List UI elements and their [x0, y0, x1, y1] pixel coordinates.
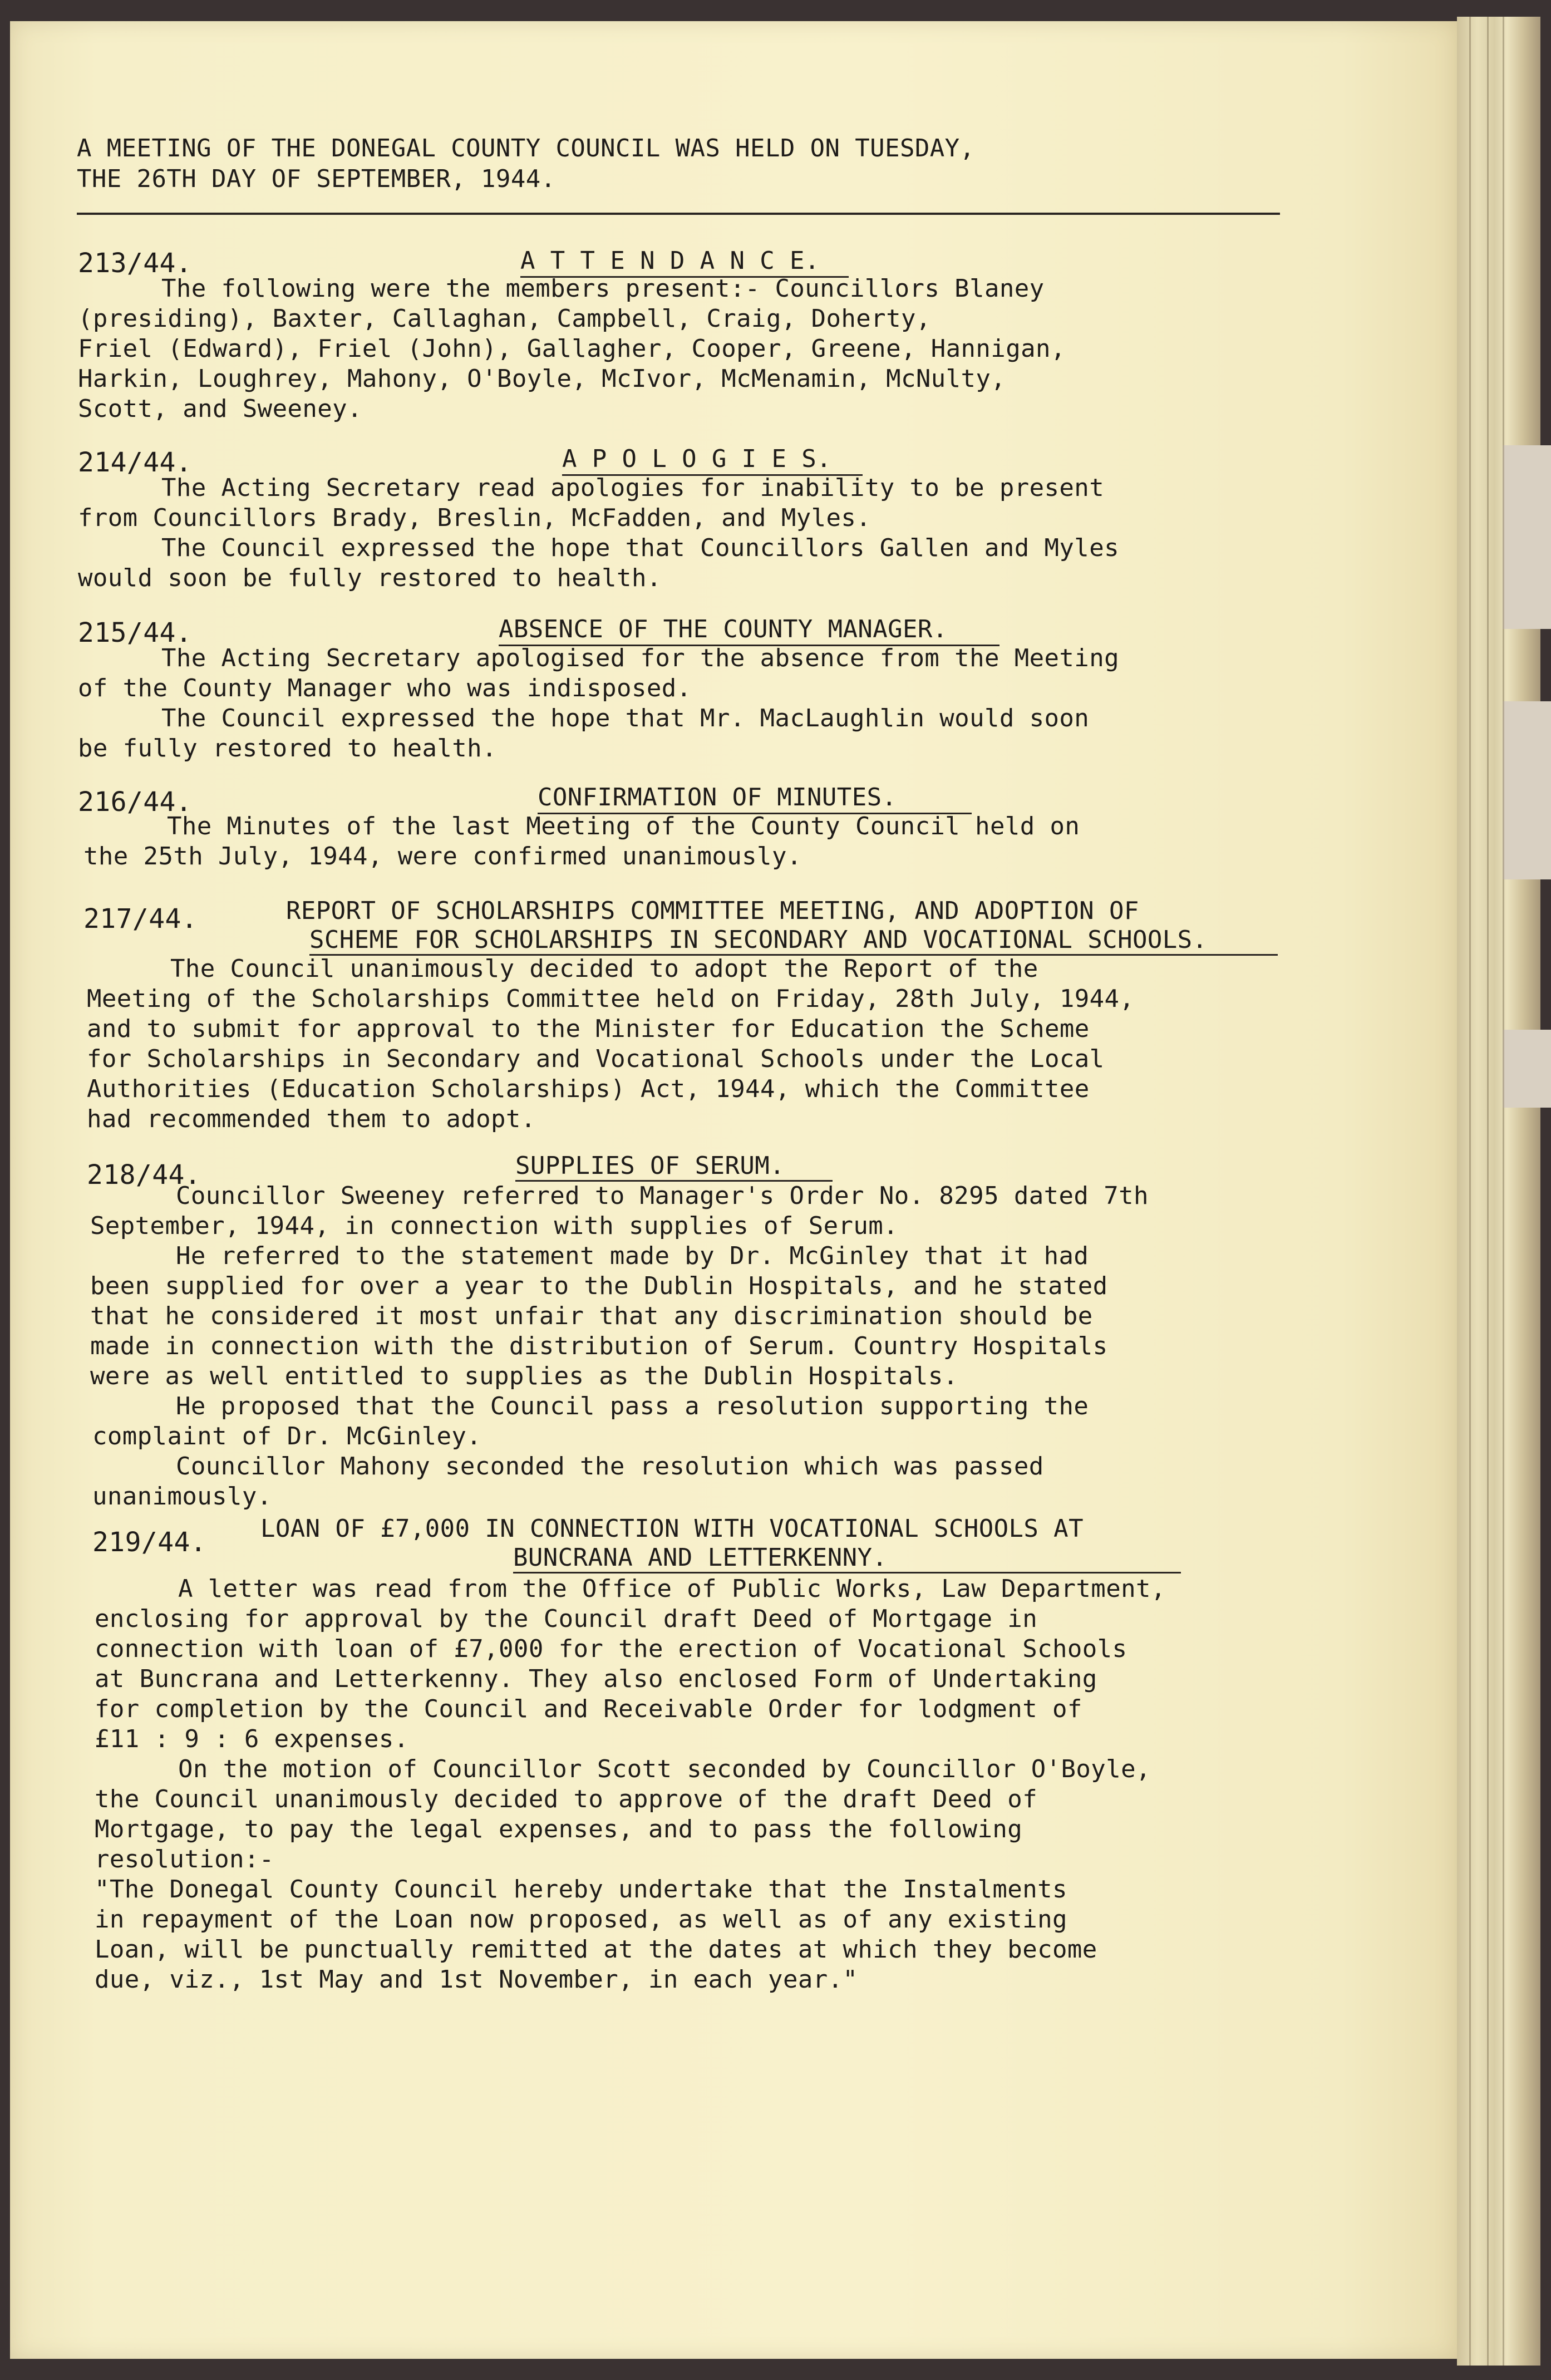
item-number: 217/44. — [83, 903, 198, 935]
item-text-line: the 25th July, 1944, were confirmed unanimously. — [83, 842, 802, 871]
item-text-line: for Scholarships in Secondary and Vocational Schools under the Local — [87, 1045, 1105, 1073]
item-number: 216/44. — [78, 786, 193, 818]
item-text-line: Meeting of the Scholarships Committee held on Friday, 28th July, 1944, — [87, 985, 1135, 1013]
item-text-line: Friel (Edward), Friel (John), Gallagher, Cooper, Greene, Hannigan, — [78, 335, 1066, 363]
item-number: 213/44. — [78, 248, 193, 279]
item-text-line: in repayment of the Loan now proposed, as well as of any existing — [95, 1905, 1067, 1934]
item-title: A P O L O G I E S. — [562, 445, 832, 473]
item-text-line: The Council expressed the hope that Mr. MacLaughlin would soon — [161, 704, 1090, 732]
item-text-line: of the County Manager who was indisposed. — [78, 674, 692, 702]
item-text-line: that he considered it most unfair that any discrimination should be — [90, 1302, 1093, 1330]
item-text-line: The following were the members present:- Councillors Blaney — [161, 274, 1045, 303]
item-text-line: He proposed that the Council pass a resolution supporting the — [176, 1392, 1089, 1420]
item-text-line: Harkin, Loughrey, Mahony, O'Boyle, McIvor, McMenamin, McNulty, — [78, 365, 1006, 393]
item-text-line: He referred to the statement made by Dr. McGinley that it had — [176, 1242, 1089, 1270]
item-text-line: Mortgage, to pay the legal expenses, and to pass the following — [95, 1815, 1023, 1843]
header-line-2: THE 26TH DAY OF SEPTEMBER, 1944. — [77, 165, 556, 193]
item-title: SUPPLIES OF SERUM. — [515, 1152, 785, 1180]
item-text-line: were as well entitled to supplies as the Dublin Hospitals. — [90, 1362, 958, 1390]
item-title: REPORT OF SCHOLARSHIPS COMMITTEE MEETING, AND ADOPTION OF — [286, 897, 1139, 925]
item-title-line-2: BUNCRANA AND LETTERKENNY. — [513, 1543, 888, 1572]
item-text-line: at Buncrana and Letterkenny. They also enclosed Form of Undertaking — [95, 1665, 1097, 1693]
item-text-line: (presiding), Baxter, Callaghan, Campbell, Craig, Doherty, — [78, 304, 931, 333]
item-text-line: September, 1944, in connection with supplies of Serum. — [90, 1212, 899, 1240]
item-text-line: "The Donegal County Council hereby undertake that the Instalments — [95, 1875, 1067, 1904]
item-text-line: would soon be fully restored to health. — [78, 564, 662, 592]
item-text-line: due, viz., 1st May and 1st November, in each year." — [95, 1965, 858, 1994]
item-text-line: had recommended them to adopt. — [87, 1105, 536, 1133]
item-text-line: the Council unanimously decided to approve of the draft Deed of — [95, 1785, 1038, 1813]
item-text-line: A letter was read from the Office of Public Works, Law Department, — [178, 1575, 1166, 1603]
item-text-line: The Council unanimously decided to adopt the Report of the — [170, 955, 1038, 983]
item-text-line: resolution:- — [95, 1845, 274, 1873]
item-text-line: Councillor Mahony seconded the resolution which was passed — [176, 1452, 1044, 1481]
item-text-line: complaint of Dr. McGinley. — [92, 1422, 482, 1450]
item-text-line: made in connection with the distribution of Serum. Country Hospitals — [90, 1332, 1108, 1360]
item-title: A T T E N D A N C E. — [520, 247, 820, 275]
item-title: CONFIRMATION OF MINUTES. — [538, 783, 897, 812]
item-title: ABSENCE OF THE COUNTY MANAGER. — [499, 615, 948, 643]
title-underline — [513, 1572, 1181, 1573]
item-text-line: The Minutes of the last Meeting of the County Council held on — [167, 812, 1080, 840]
item-title-line-2: SCHEME FOR SCHOLARSHIPS IN SECONDARY AND VOCATIONAL SCHOOLS. — [309, 926, 1208, 954]
item-number: 214/44. — [78, 447, 193, 478]
item-text-line: £11 : 9 : 6 expenses. — [95, 1725, 409, 1753]
item-text-line: unanimously. — [92, 1482, 272, 1511]
item-number: 218/44. — [87, 1159, 201, 1191]
item-text-line: The Acting Secretary apologised for the absence from the Meeting — [161, 644, 1119, 672]
item-text-line: and to submit for approval to the Minister for Education the Scheme — [87, 1015, 1090, 1043]
item-text-line: from Councillors Brady, Breslin, McFadden, and Myles. — [78, 504, 871, 532]
header-rule — [77, 213, 1280, 215]
item-text-line: been supplied for over a year to the Dublin Hospitals, and he stated — [90, 1272, 1108, 1300]
item-number: 215/44. — [78, 617, 193, 648]
header-line-1: A MEETING OF THE DONEGAL COUNTY COUNCIL WAS HELD ON TUESDAY, — [77, 134, 975, 163]
item-text-line: for completion by the Council and Receivable Order for lodgment of — [95, 1695, 1082, 1723]
item-text-line: The Council expressed the hope that Councillors Gallen and Myles — [161, 534, 1119, 562]
item-text-line: Councillor Sweeney referred to Manager's Order No. 8295 dated 7th — [176, 1182, 1149, 1210]
item-title: LOAN OF £7,000 IN CONNECTION WITH VOCATIONAL SCHOOLS AT — [260, 1514, 1084, 1543]
item-text-line: connection with loan of £7,000 for the erection of Vocational Schools — [95, 1635, 1127, 1663]
item-text-line: Loan, will be punctually remitted at the dates at which they become — [95, 1935, 1097, 1964]
item-text-line: The Acting Secretary read apologies for inability to be present — [161, 474, 1105, 502]
item-number: 219/44. — [92, 1527, 207, 1558]
item-text-line: Scott, and Sweeney. — [78, 395, 362, 423]
item-text-line: enclosing for approval by the Council draft Deed of Mortgage in — [95, 1605, 1038, 1633]
item-text-line: On the motion of Councillor Scott seconded by Councillor O'Boyle, — [178, 1755, 1151, 1783]
item-text-line: Authorities (Education Scholarships) Act, 1944, which the Committee — [87, 1075, 1090, 1103]
item-text-line: be fully restored to health. — [78, 734, 497, 763]
